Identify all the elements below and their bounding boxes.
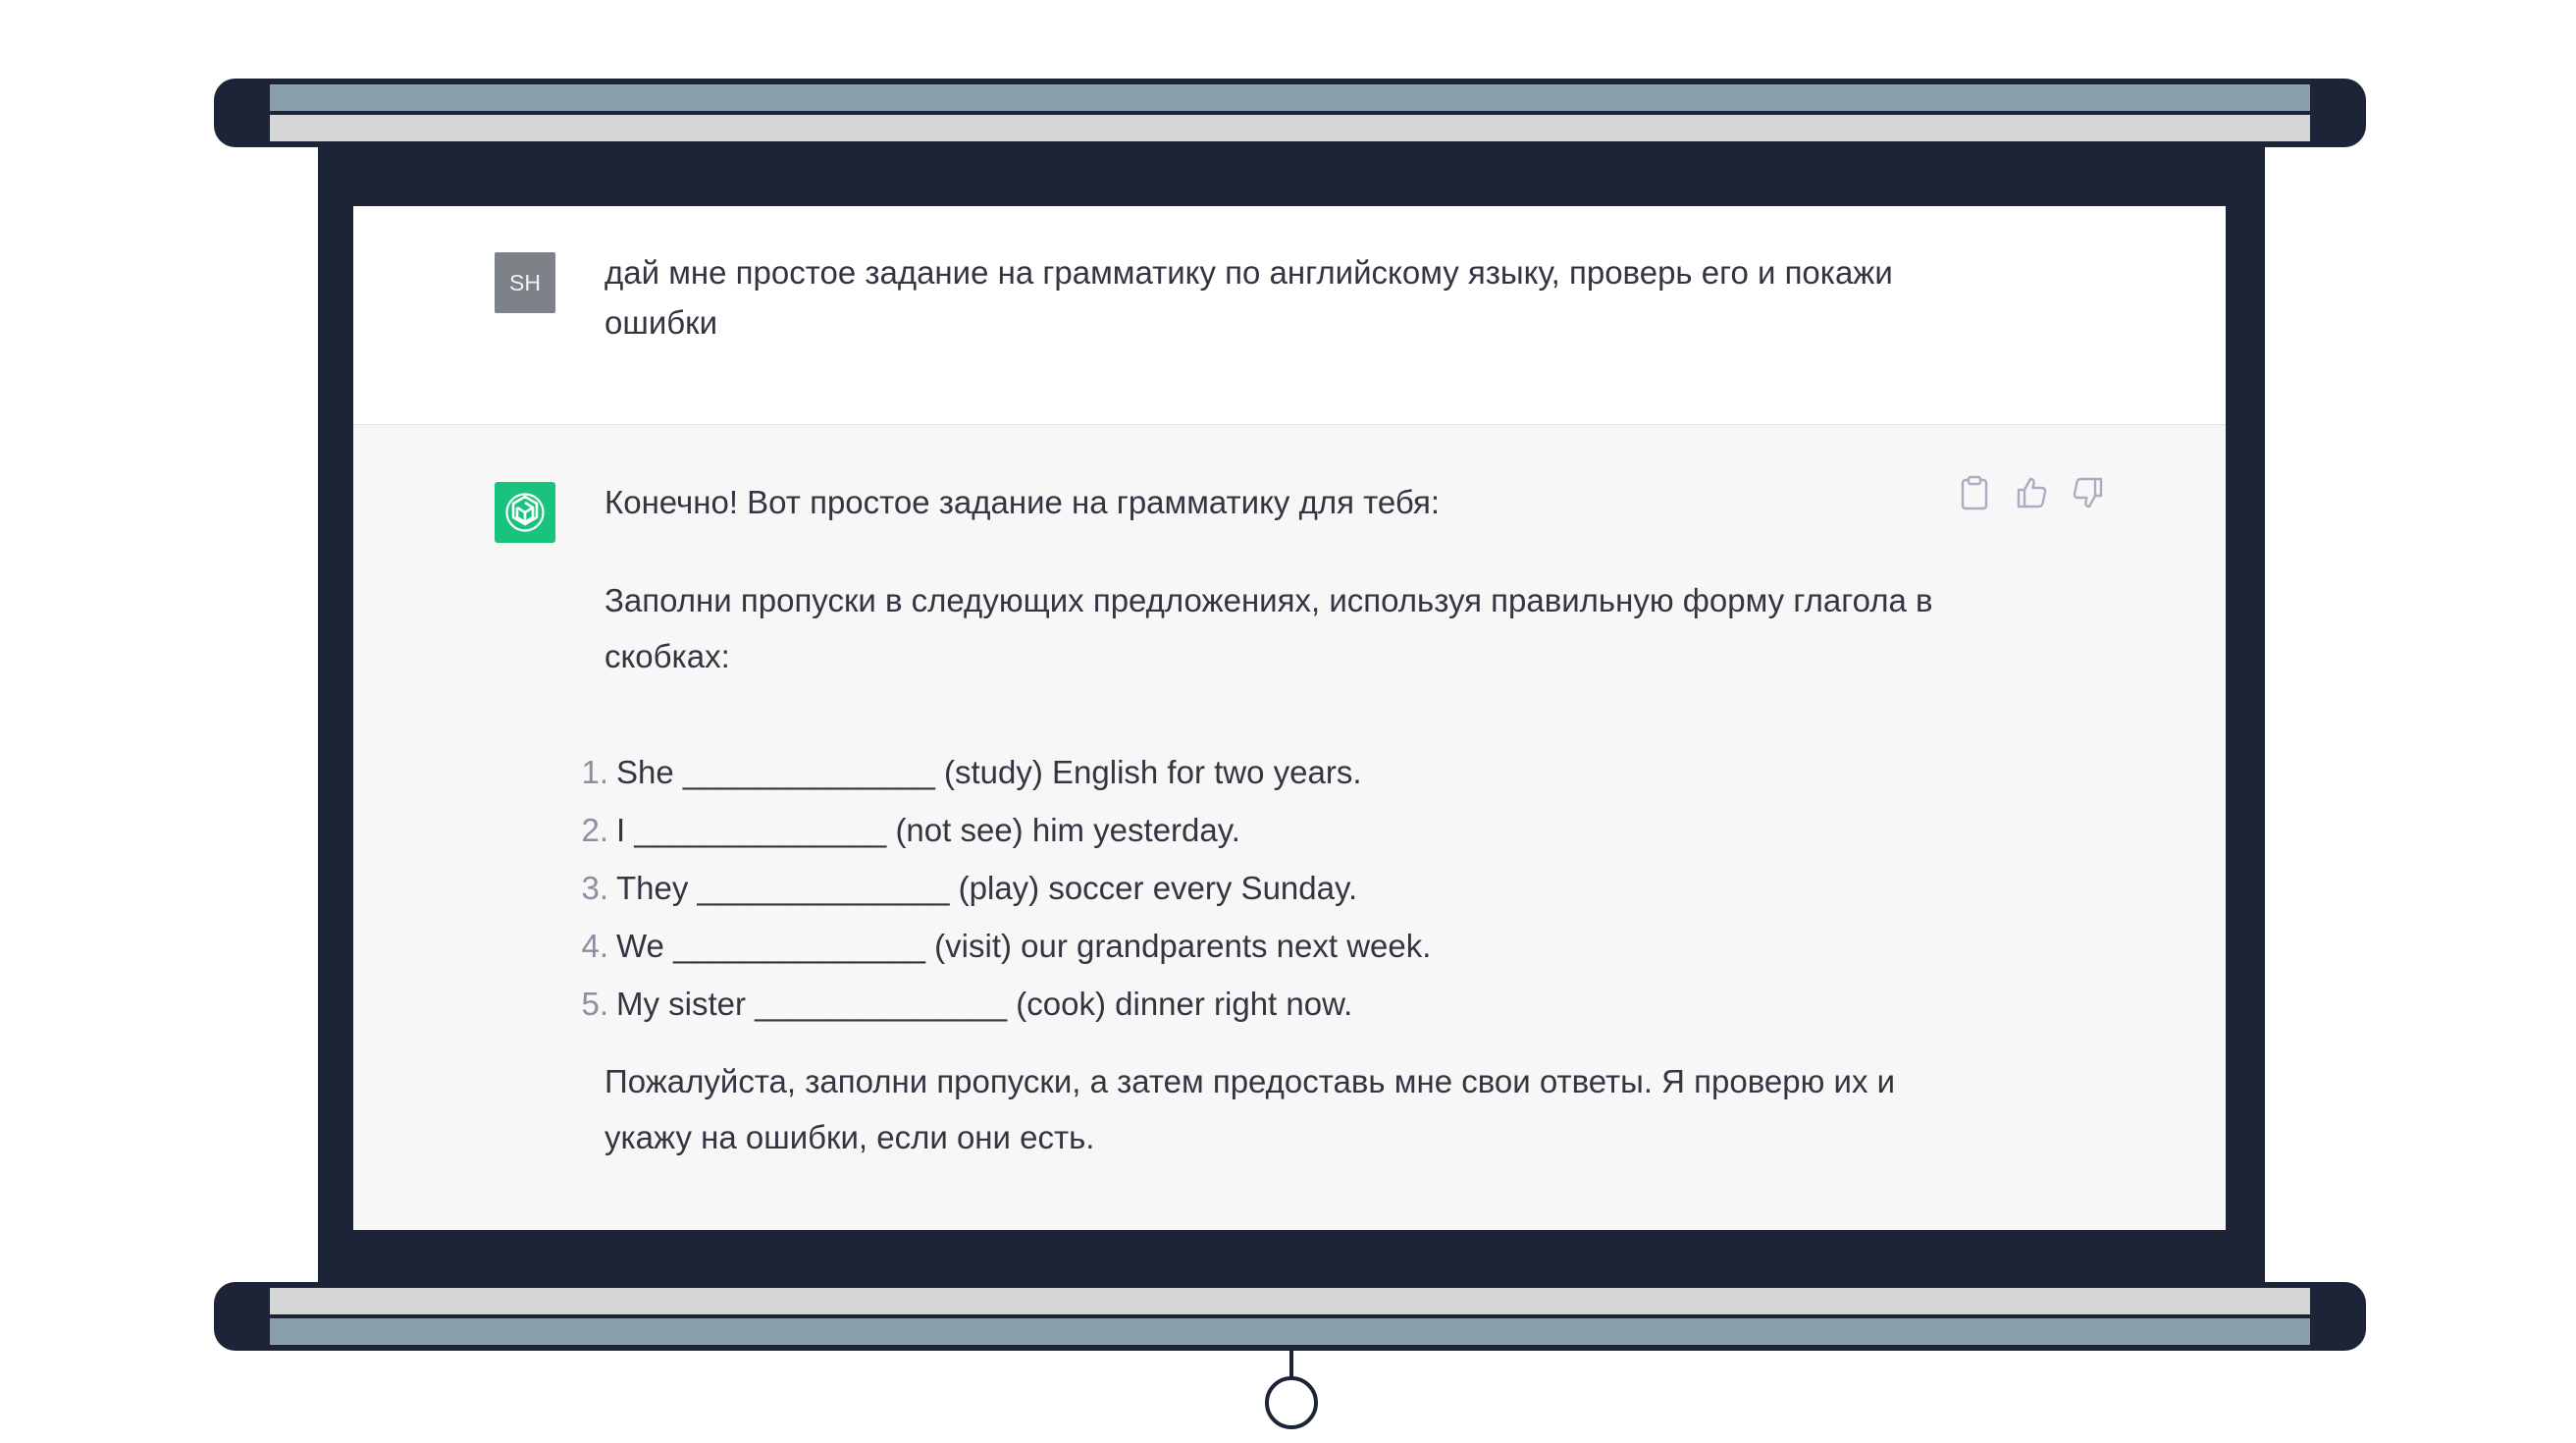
assistant-closing-text: Пожалуйста, заполни пропуски, а затем предоставь мне свои ответы. Я проверю их и укажу на ошибки, если они есть. xyxy=(605,1063,1896,1155)
list-item xyxy=(581,743,1969,801)
list-item-text: My sister ______________ (cook) dinner right now. xyxy=(616,986,1353,1022)
roller-band xyxy=(270,115,2310,141)
roller-band xyxy=(270,1288,2310,1314)
clipboard-icon xyxy=(1960,475,1989,510)
assistant-intro-text: Конечно! Вот простое задание на грамматику для тебя: xyxy=(605,484,1441,520)
assistant-instruction-text: Заполни пропуски в следующих предложениях, используя правильную форму глагола в скобках: xyxy=(605,582,1933,674)
thumbs-down-icon xyxy=(2072,476,2105,509)
assistant-avatar xyxy=(495,482,555,543)
projector-screen-frame xyxy=(318,145,2265,1284)
list-item xyxy=(581,801,1969,859)
assistant-message-row xyxy=(353,425,2226,1230)
list-item-number: 2. xyxy=(581,812,608,848)
message-actions xyxy=(1958,474,2105,511)
user-avatar xyxy=(495,252,555,313)
projector-bottom-roller xyxy=(214,1282,2366,1351)
list-item-text: They ______________ (play) soccer every Sunday. xyxy=(616,870,1358,906)
list-item-text: I ______________ (not see) him yesterday. xyxy=(616,812,1240,848)
chat-viewport xyxy=(353,206,2226,1230)
roller-band xyxy=(270,1318,2310,1345)
user-message-text: дай мне простое задание на грамматику по английскому языку, проверь его и покажи ошибки xyxy=(605,254,1893,341)
user-message-row xyxy=(353,206,2226,425)
thumbs-up-icon xyxy=(2015,476,2048,509)
copy-button[interactable] xyxy=(1958,474,1991,511)
list-item-number: 5. xyxy=(581,986,608,1022)
list-item-text: We ______________ (visit) our grandparents next week. xyxy=(616,928,1432,964)
list-item-number: 4. xyxy=(581,928,608,964)
openai-logo-icon xyxy=(503,491,547,534)
grammar-task-list xyxy=(581,743,1969,1033)
roller-band xyxy=(270,84,2310,111)
pull-ring xyxy=(1265,1376,1318,1429)
list-item xyxy=(581,859,1969,917)
user-avatar-initials: SH xyxy=(509,269,541,295)
list-item-number: 3. xyxy=(581,870,608,906)
list-item-text: She ______________ (study) English for two years. xyxy=(616,754,1362,790)
projector-top-roller xyxy=(214,79,2366,147)
list-item-number: 1. xyxy=(581,754,608,790)
list-item xyxy=(581,917,1969,975)
list-item xyxy=(581,975,1969,1033)
thumbs-down-button[interactable] xyxy=(2072,474,2105,511)
thumbs-up-button[interactable] xyxy=(2015,474,2048,511)
